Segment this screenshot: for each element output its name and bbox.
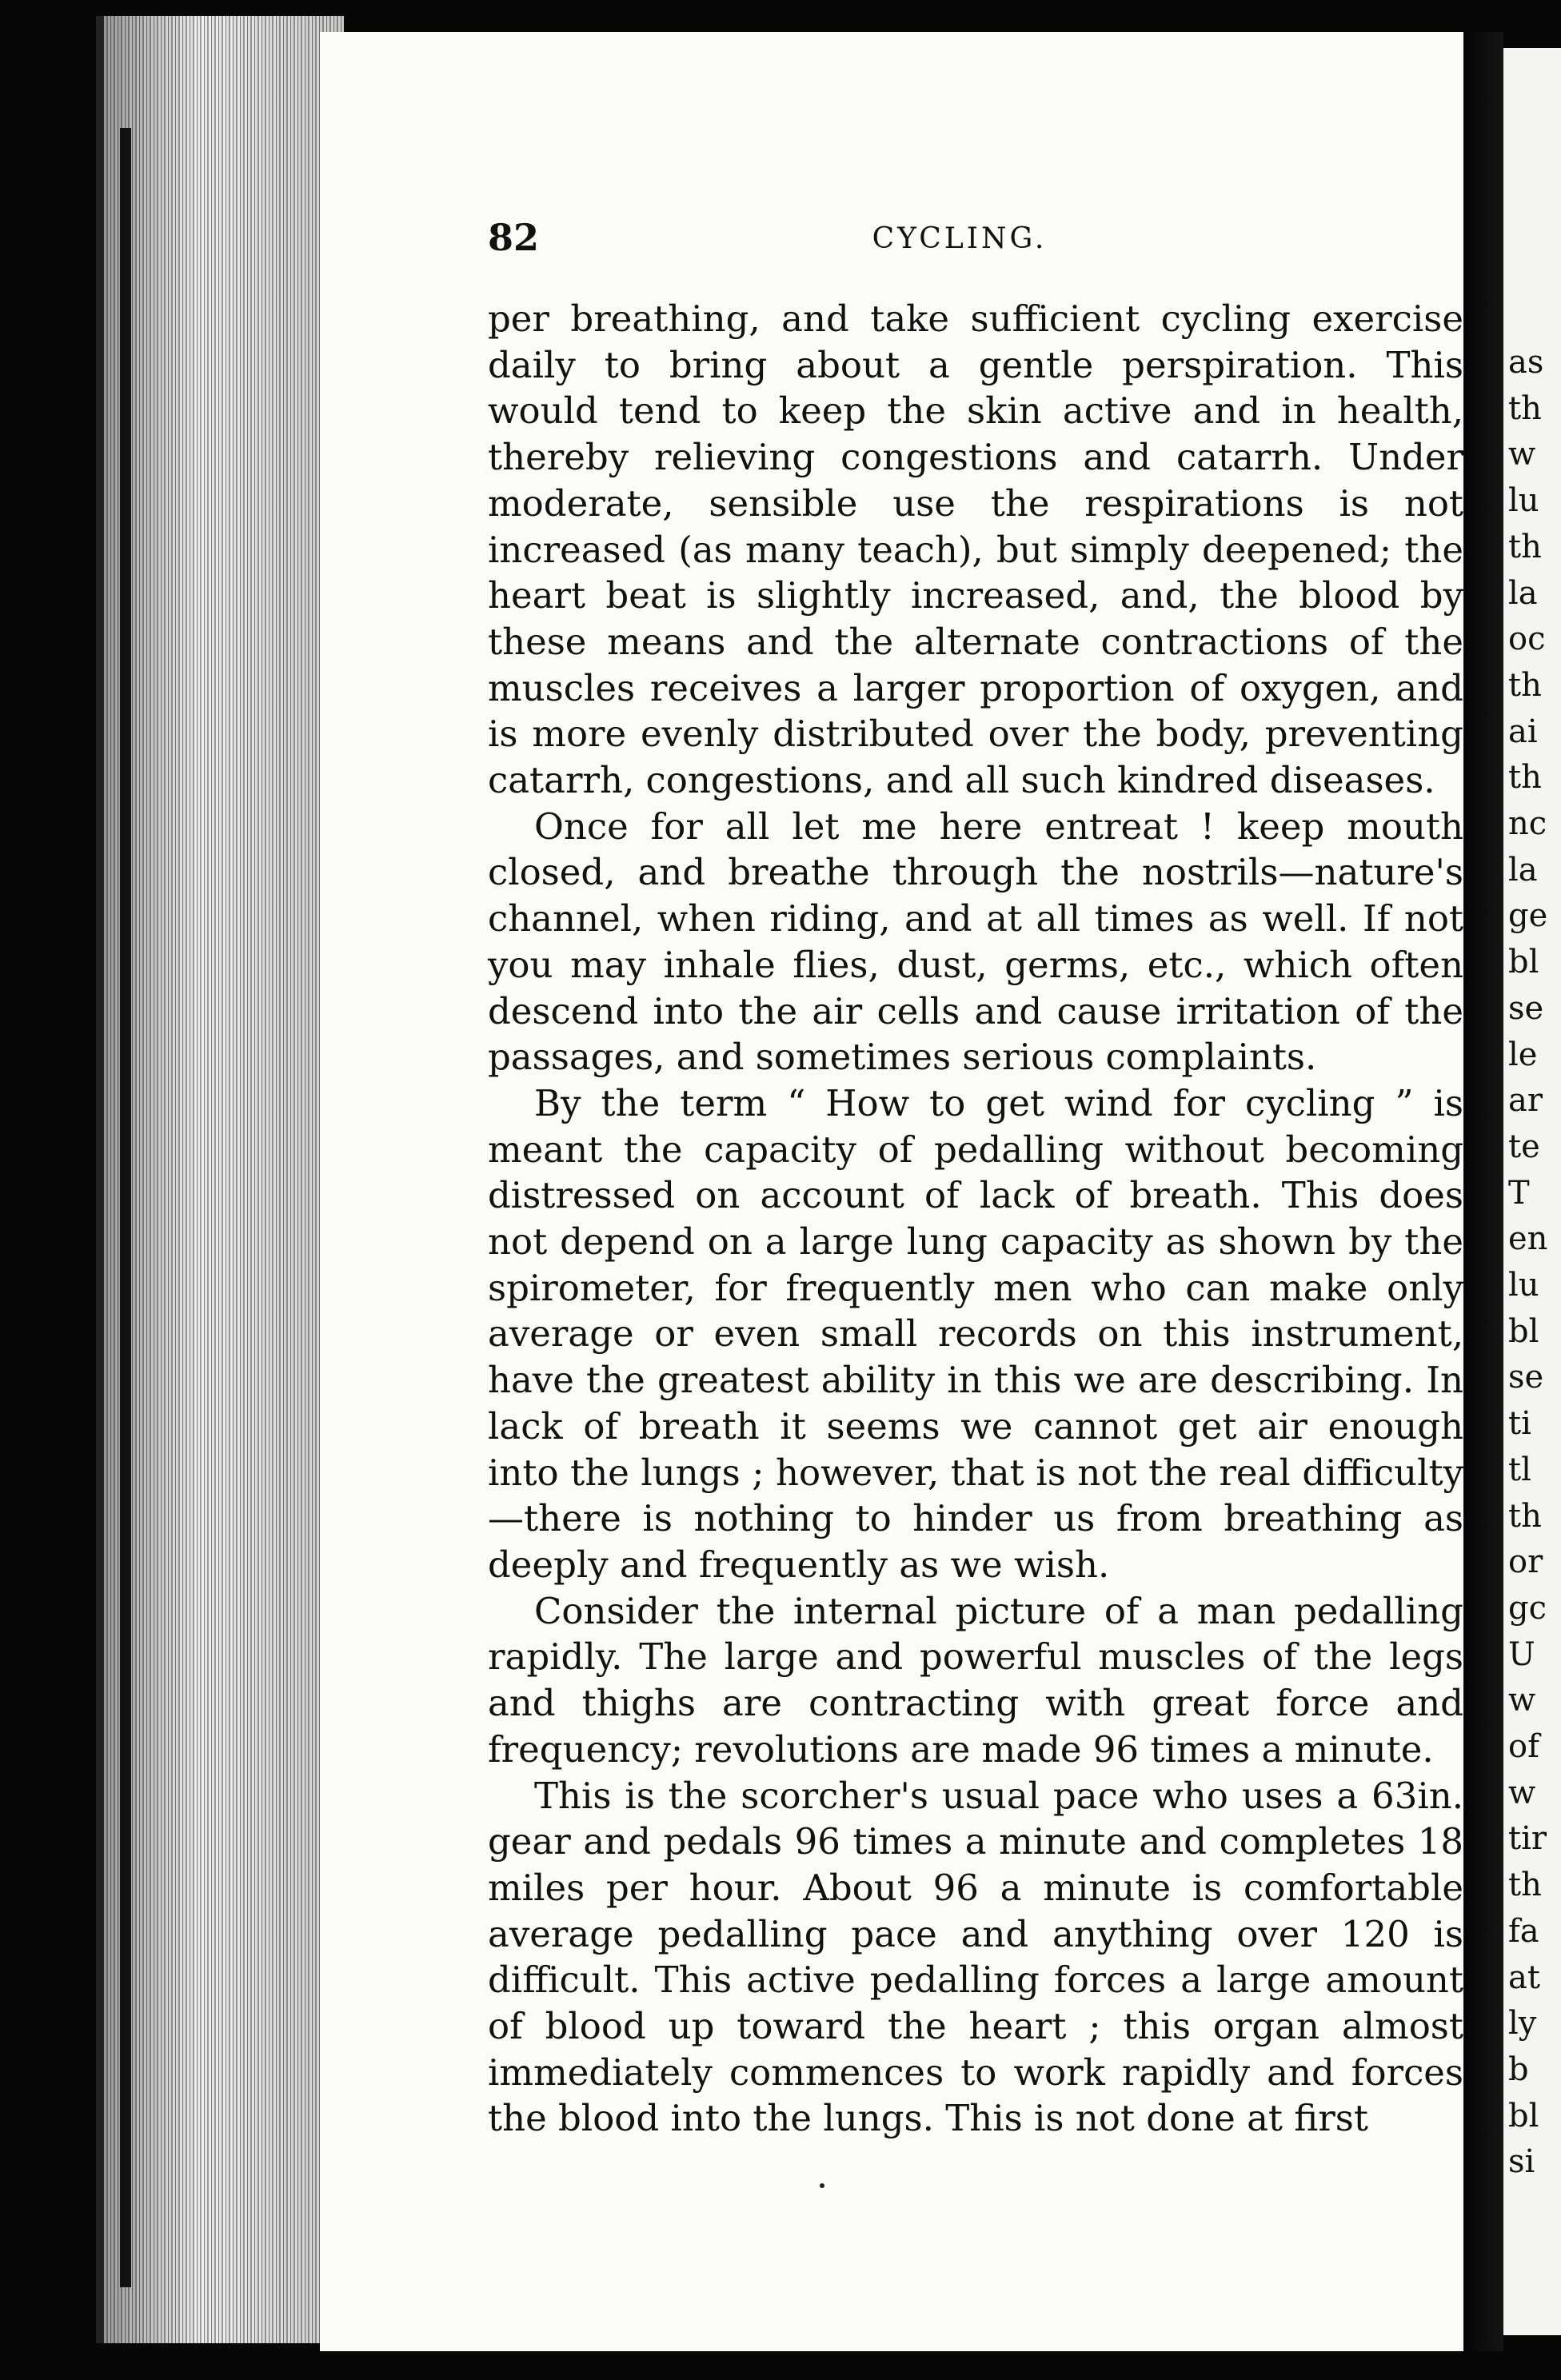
paragraph: per breathing, and take sufficient cycling exercise daily to bring about a gentle perspiration. This would tend to keep the skin active and in health, thereby relieving congestions and catarrh. Under moderate, sensible use the respirations is not increased (as many teach), but simply deepened; the heart beat is slightly increased, and, the blood by these means and the alternate contractions of the muscles receives a larger proportion of oxygen, and is more evenly distributed over the body, preventing catarrh, congestions, and all such kindred diseases. (488, 298, 1463, 802)
adjacent-page-fragment: bl (1508, 1312, 1539, 1350)
adjacent-page-fragment: or (1508, 1543, 1543, 1581)
adjacent-page-fragment: lu (1508, 482, 1539, 520)
adjacent-page-fragment: ly (1508, 2005, 1537, 2043)
adjacent-page-fragment: se (1508, 1359, 1544, 1396)
page-number: 82 (488, 216, 540, 259)
running-title: CYCLING. (872, 222, 1048, 255)
adjacent-page-fragment: th (1508, 1867, 1542, 1904)
adjacent-page-fragment: nc (1508, 805, 1547, 842)
adjacent-page-fragment: tir (1508, 1820, 1547, 1858)
adjacent-page-fragment: en (1508, 1220, 1548, 1258)
book-page (320, 32, 1463, 2351)
adjacent-page-fragment: ge (1508, 897, 1548, 935)
adjacent-page-fragment: le (1508, 1036, 1538, 1073)
adjacent-page-fragment: th (1508, 389, 1542, 427)
adjacent-page-fragment: la (1508, 851, 1538, 889)
paragraph: By the term “ How to get wind for cycling ” is meant the capacity of pedalling without becoming distressed on account of lack of breath. This does not depend on a large lung capacity as shown by the spirometer, for frequently men who can make only average or even small records on this instrument, have the greatest ability in this we are describing. In lack of breath it seems we cannot get air enough into the lungs ; however, that is not the real difficulty—there is nothing to hinder us from breathing as deeply and frequently as we wish. (488, 1081, 1463, 1586)
adjacent-page-fragment: si (1508, 2143, 1535, 2181)
adjacent-page-fragment: oc (1508, 621, 1546, 658)
adjacent-page-fragment: bl (1508, 944, 1539, 981)
adjacent-page-fragment: se (1508, 989, 1544, 1027)
adjacent-page-fragment: gc (1508, 1589, 1547, 1627)
adjacent-page-edge (1503, 48, 1561, 2335)
paragraph: Consider the internal picture of a man pedalling rapidly. The large and powerful muscles of the legs and thighs are contracting with great force and frequency; revolutions are made 96 times a minute. (488, 1589, 1463, 1771)
paragraph: Once for all let me here entreat ! keep mouth closed, and breathe through the nostrils—nature's channel, when riding, and at all times as well. If not you may inhale flies, dust, germs, etc., which often descend into the air cells and cause irritation of the passages, and sometimes serious complaints. (488, 805, 1463, 1079)
adjacent-page-fragment: ai (1508, 713, 1538, 750)
adjacent-page-fragment: at (1508, 1959, 1540, 1996)
binding-shadow (120, 128, 131, 2287)
adjacent-page-fragment: T (1508, 1174, 1530, 1212)
adjacent-page-fragment: tl (1508, 1451, 1531, 1488)
gutter-shadow (1463, 32, 1503, 2351)
print-speck (820, 2183, 824, 2188)
paragraph: This is the scorcher's usual pace who uses a 63in. gear and pedals 96 times a minute and completes 18 miles per hour. About 96 a minute is comfortable average pedalling pace and anything over 120 is difficult. This active pedalling forces a large amount of blood up toward the heart ; this organ almost immediately commences to work rapidly and forces the blood into the lungs. This is not done at first (488, 1774, 1463, 2140)
adjacent-page-fragment: bl (1508, 2097, 1539, 2134)
adjacent-page-fragment: as (1508, 344, 1544, 381)
adjacent-page-fragment: th (1508, 1497, 1542, 1535)
adjacent-page-fragment: U (1508, 1635, 1535, 1673)
adjacent-page-fragment: th (1508, 528, 1542, 565)
adjacent-page-fragment: ar (1508, 1082, 1543, 1120)
page-edges-stack (96, 16, 344, 2343)
adjacent-page-fragment: th (1508, 666, 1542, 704)
adjacent-page-fragment: te (1508, 1128, 1540, 1165)
adjacent-page-fragment: lu (1508, 1267, 1539, 1304)
adjacent-page-fragment: w (1508, 1682, 1536, 1719)
running-head (488, 216, 1431, 280)
adjacent-page-fragment: w (1508, 436, 1536, 473)
adjacent-page-fragment: of (1508, 1728, 1539, 1765)
adjacent-page-fragment: la (1508, 574, 1538, 612)
adjacent-page-fragment: th (1508, 759, 1542, 797)
adjacent-page-fragment: w (1508, 1774, 1536, 1811)
adjacent-page-fragment: b (1508, 2051, 1529, 2088)
adjacent-page-fragment: fa (1508, 1912, 1539, 1950)
adjacent-page-fragment: ti (1508, 1405, 1531, 1443)
body-text (488, 296, 1463, 2142)
